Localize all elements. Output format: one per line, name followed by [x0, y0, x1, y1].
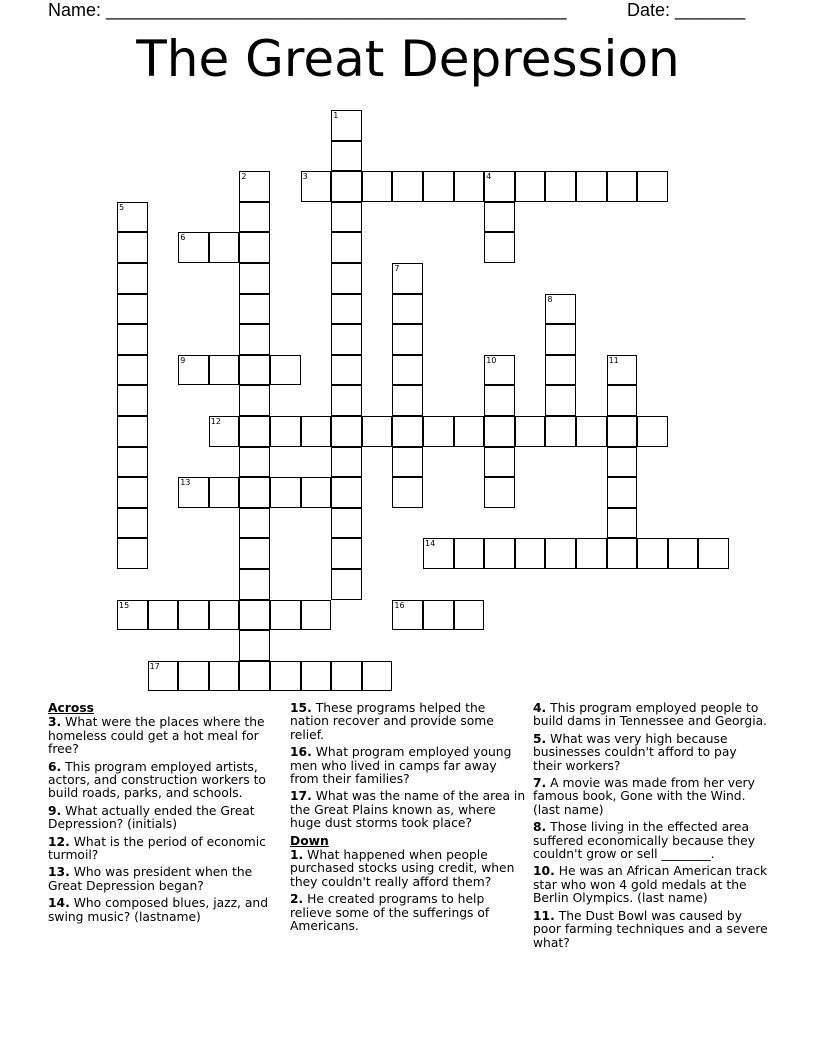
- clue-number: 16.: [290, 745, 312, 760]
- grid-cell[interactable]: [515, 416, 546, 447]
- grid-cell[interactable]: [239, 416, 270, 447]
- grid-cell[interactable]: [148, 600, 179, 631]
- clue: [533, 910, 769, 950]
- clue-number: 14.: [48, 896, 70, 911]
- clue: [48, 866, 284, 893]
- grid-cell[interactable]: [239, 600, 270, 631]
- grid-cell[interactable]: [331, 477, 362, 508]
- clue: [533, 702, 769, 729]
- clue: [48, 836, 284, 863]
- grid-cell[interactable]: [270, 600, 301, 631]
- grid-cell[interactable]: [668, 538, 699, 569]
- down-heading: Down: [290, 833, 329, 848]
- cell-number: 9: [180, 355, 186, 365]
- date-field[interactable]: Date: _______: [627, 0, 746, 20]
- grid-cell[interactable]: [117, 538, 148, 569]
- grid-cell[interactable]: [484, 477, 515, 508]
- grid-cell[interactable]: [484, 447, 515, 478]
- grid-cell[interactable]: [423, 600, 454, 631]
- clue-number: 4.: [533, 701, 547, 715]
- grid-cell[interactable]: [545, 294, 576, 325]
- grid-cell[interactable]: [117, 416, 148, 447]
- grid-cell[interactable]: [209, 355, 240, 386]
- grid-cell[interactable]: [117, 355, 148, 386]
- grid-cell[interactable]: [270, 661, 301, 692]
- grid-cell[interactable]: [301, 171, 332, 202]
- grid-cell[interactable]: [331, 508, 362, 539]
- grid-cell[interactable]: [239, 294, 270, 325]
- grid-cell[interactable]: [239, 324, 270, 355]
- cell-number: 12: [210, 417, 221, 426]
- grid-cell[interactable]: [607, 385, 638, 416]
- cell-number: 13: [180, 478, 191, 488]
- grid-cell[interactable]: [331, 294, 362, 325]
- grid-cell[interactable]: [270, 355, 301, 386]
- clue-number: 8.: [533, 820, 547, 835]
- cell-number: 2: [241, 172, 247, 182]
- grid-cell[interactable]: [607, 355, 638, 386]
- grid-cell[interactable]: [239, 171, 270, 202]
- clue-text: He created programs to help relieve some of the sufferings of Americans.: [290, 892, 490, 934]
- clue-number: 15.: [290, 701, 312, 715]
- grid-cell[interactable]: [392, 324, 423, 355]
- grid-cell[interactable]: [117, 385, 148, 416]
- grid-cell[interactable]: [239, 263, 270, 294]
- grid-cell[interactable]: [117, 232, 148, 263]
- grid-cell[interactable]: [301, 416, 332, 447]
- grid-cell[interactable]: [301, 661, 332, 692]
- grid-cell[interactable]: [484, 416, 515, 447]
- grid-cell[interactable]: [239, 202, 270, 233]
- clue: [533, 865, 769, 905]
- across-heading: Across: [48, 701, 94, 715]
- clue-number: 2.: [290, 892, 304, 907]
- grid-cell[interactable]: [362, 416, 393, 447]
- grid-cell[interactable]: [117, 447, 148, 478]
- cell-number: 3: [302, 172, 308, 182]
- grid-cell[interactable]: [607, 447, 638, 478]
- clue: [48, 805, 284, 832]
- grid-cell[interactable]: [209, 600, 240, 631]
- grid-cell[interactable]: [637, 416, 668, 447]
- clue: [290, 702, 526, 742]
- clue-text: Who was president when the Great Depression began?: [48, 865, 253, 893]
- grid-cell[interactable]: [178, 661, 209, 692]
- grid-cell[interactable]: [392, 477, 423, 508]
- grid-cell[interactable]: [454, 538, 485, 569]
- grid-cell[interactable]: [117, 477, 148, 508]
- grid-cell[interactable]: [392, 600, 423, 631]
- cell-number: 7: [394, 264, 400, 273]
- grid-cell[interactable]: [239, 508, 270, 539]
- cell-number: 17: [149, 661, 160, 671]
- grid-cell[interactable]: [117, 324, 148, 355]
- cell-number: 16: [394, 600, 405, 610]
- grid-cell[interactable]: [331, 110, 362, 141]
- cell-number: 6: [180, 233, 186, 243]
- grid-cell[interactable]: [423, 416, 454, 447]
- clue-text: A movie was made from her very famous book, Gone with the Wind. (last name): [533, 776, 755, 817]
- clues-column-2: [290, 702, 526, 938]
- grid-cell[interactable]: [607, 538, 638, 569]
- clue-number: 5.: [533, 731, 547, 746]
- grid-cell[interactable]: [117, 600, 148, 631]
- grid-cell[interactable]: [331, 263, 362, 294]
- cell-number: 5: [119, 202, 125, 212]
- grid-cell[interactable]: [545, 324, 576, 355]
- clue-number: 11.: [533, 908, 555, 923]
- clue: [290, 790, 526, 830]
- clue: [48, 716, 284, 756]
- grid-cell[interactable]: [209, 232, 240, 263]
- clue-text: What was very high because businesses couldn't afford to pay their workers?: [533, 731, 737, 773]
- clue-text: What were the places where the homeless could get a hot meal for free?: [48, 715, 265, 757]
- grid-cell[interactable]: [484, 355, 515, 386]
- clue: [533, 777, 769, 817]
- grid-cell[interactable]: [698, 538, 729, 569]
- grid-cell[interactable]: [392, 171, 423, 202]
- grid-cell[interactable]: [331, 355, 362, 386]
- grid-cell[interactable]: [239, 477, 270, 508]
- grid-cell[interactable]: [331, 569, 362, 600]
- grid-cell[interactable]: [331, 324, 362, 355]
- grid-cell[interactable]: [209, 416, 240, 447]
- grid-cell[interactable]: [148, 661, 179, 692]
- grid-cell[interactable]: [239, 630, 270, 661]
- grid-cell[interactable]: [545, 355, 576, 386]
- grid-cell[interactable]: [178, 232, 209, 263]
- clue: [290, 893, 526, 933]
- grid-cell[interactable]: [392, 294, 423, 325]
- grid-cell[interactable]: [270, 416, 301, 447]
- grid-cell[interactable]: [178, 355, 209, 386]
- clue-number: 9.: [48, 803, 62, 818]
- grid-cell[interactable]: [331, 416, 362, 447]
- grid-cell[interactable]: [607, 508, 638, 539]
- clue-text: What was the name of the area in the Great Plains known as, where huge dust storms took place?: [290, 789, 526, 831]
- clue-text: He was an African American track star who won 4 gold medals at the Berlin Olympics. (last name): [533, 864, 768, 906]
- grid-cell[interactable]: [484, 202, 515, 233]
- clue-text: This program employed artists, actors, and construction workers to build roads, parks, and schools.: [48, 759, 266, 801]
- clue-number: 13.: [48, 865, 70, 880]
- grid-cell[interactable]: [331, 447, 362, 478]
- clue-text: What actually ended the Great Depression? (initials): [48, 803, 255, 832]
- grid-cell[interactable]: [607, 416, 638, 447]
- grid-cell[interactable]: [607, 477, 638, 508]
- grid-cell[interactable]: [239, 447, 270, 478]
- cell-number: 14: [425, 539, 436, 549]
- grid-cell[interactable]: [117, 294, 148, 325]
- grid-cell[interactable]: [362, 661, 393, 692]
- grid-cell[interactable]: [392, 263, 423, 294]
- grid-cell[interactable]: [392, 385, 423, 416]
- grid-cell[interactable]: [178, 600, 209, 631]
- cell-number: 15: [119, 600, 130, 610]
- grid-cell[interactable]: [454, 600, 485, 631]
- grid-cell[interactable]: [362, 171, 393, 202]
- clue-text: What happened when people purchased stocks using credit, when they couldn't really afford them?: [290, 848, 515, 889]
- grid-cell[interactable]: [239, 569, 270, 600]
- grid-cell[interactable]: [545, 538, 576, 569]
- grid-cell[interactable]: [392, 355, 423, 386]
- clue-text: Those living in the effected area suffered economically because they couldn't grow or sell ________.: [533, 820, 755, 862]
- clue: [533, 733, 769, 773]
- clue: [290, 746, 526, 786]
- cell-number: 11: [608, 355, 619, 365]
- grid-cell[interactable]: [454, 416, 485, 447]
- clue-text: These programs helped the nation recover and provide some relief.: [290, 701, 494, 742]
- clue-text: This program employed people to build dams in Tennessee and Georgia.: [533, 701, 768, 729]
- clue: [290, 849, 526, 889]
- clue-number: 10.: [533, 864, 555, 879]
- grid-cell[interactable]: [178, 477, 209, 508]
- grid-cell[interactable]: [484, 538, 515, 569]
- clue: [48, 761, 284, 801]
- grid-cell[interactable]: [637, 171, 668, 202]
- grid-cell[interactable]: [117, 508, 148, 539]
- clue-number: 12.: [48, 834, 70, 849]
- grid-cell[interactable]: [117, 202, 148, 233]
- clue-number: 6.: [48, 759, 62, 774]
- grid-cell[interactable]: [331, 171, 362, 202]
- grid-cell[interactable]: [209, 477, 240, 508]
- grid-cell[interactable]: [239, 385, 270, 416]
- clue-text: The Dust Bowl was caused by poor farming techniques and a severe what?: [533, 908, 768, 950]
- clue: [48, 897, 284, 924]
- grid-cell[interactable]: [545, 385, 576, 416]
- grid-cell[interactable]: [301, 600, 332, 631]
- grid-cell[interactable]: [576, 538, 607, 569]
- grid-cell[interactable]: [270, 477, 301, 508]
- grid-cell[interactable]: [607, 171, 638, 202]
- clue-number: 17.: [290, 789, 312, 804]
- grid-cell[interactable]: [484, 385, 515, 416]
- cell-number: 10: [486, 355, 497, 365]
- clue-number: 7.: [533, 776, 547, 791]
- cell-number: 4: [486, 172, 492, 182]
- grid-cell[interactable]: [331, 538, 362, 569]
- grid-cell[interactable]: [301, 477, 332, 508]
- clue-text: What program employed young men who lived in camps far away from their families?: [290, 745, 512, 787]
- grid-cell[interactable]: [239, 538, 270, 569]
- grid-cell[interactable]: [239, 232, 270, 263]
- grid-cell[interactable]: [484, 232, 515, 263]
- clue-text: Who composed blues, jazz, and swing music? (lastname): [48, 896, 269, 924]
- grid-cell[interactable]: [331, 661, 362, 692]
- grid-cell[interactable]: [209, 661, 240, 692]
- grid-cell[interactable]: [454, 171, 485, 202]
- grid-cell[interactable]: [392, 416, 423, 447]
- clue: [533, 821, 769, 861]
- clue-number: 1.: [290, 848, 304, 863]
- cell-number: 1: [333, 111, 339, 120]
- page-title: The Great Depression: [136, 30, 680, 88]
- grid-cell[interactable]: [239, 661, 270, 692]
- grid-cell[interactable]: [331, 202, 362, 233]
- clue-number: 3.: [48, 715, 62, 730]
- cell-number: 8: [547, 294, 553, 304]
- grid-cell[interactable]: [545, 416, 576, 447]
- grid-cell[interactable]: [423, 538, 454, 569]
- grid-cell[interactable]: [637, 538, 668, 569]
- grid-cell[interactable]: [515, 171, 546, 202]
- clues-column-1: [48, 702, 284, 928]
- grid-cell[interactable]: [576, 171, 607, 202]
- grid-cell[interactable]: [331, 385, 362, 416]
- grid-cell[interactable]: [576, 416, 607, 447]
- grid-cell[interactable]: [331, 232, 362, 263]
- grid-cell[interactable]: [423, 171, 454, 202]
- grid-cell[interactable]: [331, 141, 362, 172]
- grid-cell[interactable]: [392, 447, 423, 478]
- grid-cell[interactable]: [117, 263, 148, 294]
- clues-column-3: [533, 702, 769, 954]
- grid-cell[interactable]: [515, 538, 546, 569]
- grid-cell[interactable]: [545, 171, 576, 202]
- clue-text: What is the period of economic turmoil?: [48, 834, 266, 863]
- grid-cell[interactable]: [484, 171, 515, 202]
- name-field[interactable]: Name: ______________________________________________: [48, 0, 567, 20]
- grid-cell[interactable]: [239, 355, 270, 386]
